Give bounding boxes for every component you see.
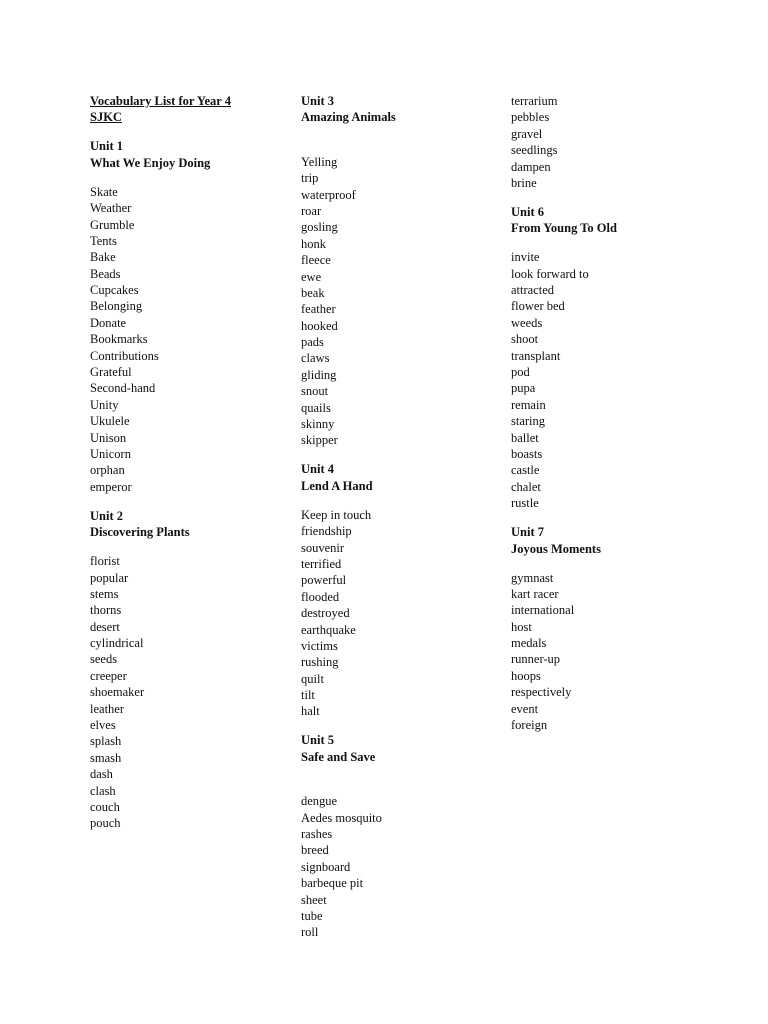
vocab-word: transplant bbox=[511, 348, 561, 363]
vocab-word: international bbox=[511, 603, 575, 618]
vocab-word: stems bbox=[90, 586, 119, 601]
vocab-word: weeds bbox=[511, 315, 543, 330]
vocab-word: hooked bbox=[301, 318, 338, 333]
vocab-word: rustle bbox=[511, 496, 539, 511]
vocab-word: kart racer bbox=[511, 586, 559, 601]
vocab-word: skipper bbox=[301, 433, 338, 448]
document-subtitle: SJKC bbox=[90, 110, 122, 125]
vocab-word: ballet bbox=[511, 430, 539, 445]
vocab-word: waterproof bbox=[301, 187, 356, 202]
vocab-word: event bbox=[511, 701, 539, 716]
vocab-word: souvenir bbox=[301, 540, 345, 555]
vocab-word: clash bbox=[90, 783, 116, 798]
unit-title: Discovering Plants bbox=[90, 525, 190, 540]
column-1 bbox=[90, 93, 290, 832]
unit-label: Unit 1 bbox=[90, 139, 123, 154]
document-title: Vocabulary List for Year 4 bbox=[90, 94, 231, 108]
vocab-word: Belonging bbox=[90, 299, 143, 314]
vocab-word: Donate bbox=[90, 315, 127, 330]
vocab-word: gravel bbox=[511, 126, 543, 141]
unit-4-section bbox=[301, 461, 501, 719]
unit-5-section bbox=[301, 732, 501, 940]
vocab-word: host bbox=[511, 619, 532, 634]
vocab-word: splash bbox=[90, 734, 122, 749]
unit-label: Unit 6 bbox=[511, 204, 544, 219]
vocab-word: hoops bbox=[511, 668, 541, 683]
vocab-word: Beads bbox=[90, 266, 121, 281]
vocab-word: attracted bbox=[511, 283, 555, 298]
vocab-word: powerful bbox=[301, 573, 347, 588]
vocab-word: claws bbox=[301, 351, 330, 366]
vocab-word: Grumble bbox=[90, 217, 135, 232]
vocab-word: gymnast bbox=[511, 570, 554, 585]
vocab-word: creeper bbox=[90, 668, 127, 683]
vocab-word: cylindrical bbox=[90, 636, 144, 651]
unit-title: Joyous Moments bbox=[511, 541, 601, 556]
unit-title: From Young To Old bbox=[511, 221, 617, 236]
vocab-word: pebbles bbox=[511, 110, 550, 125]
vocab-word: terrified bbox=[301, 556, 342, 571]
vocab-word: breed bbox=[301, 843, 329, 858]
vocab-word: flower bed bbox=[511, 299, 565, 314]
vocab-word: pupa bbox=[511, 381, 536, 396]
vocab-word: invite bbox=[511, 250, 540, 265]
unit-label: Unit 5 bbox=[301, 733, 334, 748]
vocab-word: feather bbox=[301, 302, 336, 317]
unit-5-continued bbox=[511, 93, 711, 191]
vocab-word: runner-up bbox=[511, 652, 561, 667]
vocab-word: Yelling bbox=[301, 154, 338, 169]
vocab-word: flooded bbox=[301, 589, 340, 604]
vocab-word: friendship bbox=[301, 524, 352, 539]
vocab-word: rashes bbox=[301, 827, 333, 842]
vocab-word: pod bbox=[511, 365, 530, 380]
vocab-word: fleece bbox=[301, 253, 331, 268]
vocab-word: skinny bbox=[301, 417, 335, 432]
vocab-word: Tents bbox=[90, 233, 117, 248]
vocab-word: florist bbox=[90, 554, 120, 569]
vocab-word: Second-hand bbox=[90, 381, 156, 396]
vocab-word: Keep in touch bbox=[301, 507, 372, 522]
vocab-word: dampen bbox=[511, 159, 551, 174]
vocab-word: beak bbox=[301, 285, 325, 300]
vocab-word: popular bbox=[90, 570, 129, 585]
vocab-word: desert bbox=[90, 619, 120, 634]
vocab-word: quilt bbox=[301, 671, 324, 686]
vocab-word: rushing bbox=[301, 655, 339, 670]
unit-label: Unit 7 bbox=[511, 525, 544, 540]
vocab-word: Bake bbox=[90, 250, 116, 265]
vocab-word: Unicorn bbox=[90, 447, 131, 461]
vocab-word: roar bbox=[301, 203, 322, 218]
vocab-word: Unison bbox=[90, 430, 127, 445]
vocab-word: snout bbox=[301, 384, 329, 399]
vocab-word: brine bbox=[511, 175, 537, 190]
vocab-word: smash bbox=[90, 750, 122, 765]
vocab-word: Skate bbox=[90, 184, 118, 199]
vocab-word: tube bbox=[301, 908, 323, 923]
unit-title: Safe and Save bbox=[301, 749, 376, 764]
vocab-word: staring bbox=[511, 414, 546, 429]
unit-7-section bbox=[511, 524, 711, 733]
unit-1-section bbox=[90, 138, 290, 495]
vocab-word: pads bbox=[301, 335, 324, 350]
vocab-word: halt bbox=[301, 704, 320, 719]
vocab-word: remain bbox=[511, 397, 546, 412]
vocab-word: Contributions bbox=[90, 348, 159, 363]
vocab-word: sheet bbox=[301, 892, 327, 907]
vocab-word: signboard bbox=[301, 859, 351, 874]
vocab-word: look forward to bbox=[511, 266, 589, 281]
vocab-word: victims bbox=[301, 638, 338, 653]
vocab-word: medals bbox=[511, 636, 547, 651]
vocab-word: Weather bbox=[90, 201, 132, 216]
vocab-word: tilt bbox=[301, 688, 315, 703]
unit-title: Lend A Hand bbox=[301, 478, 373, 493]
vocab-word: emperor bbox=[90, 479, 132, 494]
vocab-word: pouch bbox=[90, 816, 121, 831]
vocab-word: quails bbox=[301, 400, 331, 415]
vocab-word: earthquake bbox=[301, 622, 356, 637]
vocab-word: gliding bbox=[301, 367, 337, 382]
vocab-word: Aedes mosquito bbox=[301, 810, 382, 825]
unit-label: Unit 3 bbox=[301, 94, 334, 108]
vocab-word: barbeque pit bbox=[301, 876, 364, 891]
vocab-word: gosling bbox=[301, 220, 338, 235]
vocab-word: ewe bbox=[301, 269, 322, 284]
vocab-word: Unity bbox=[90, 397, 119, 412]
vocab-word: couch bbox=[90, 800, 120, 814]
vocab-word: roll bbox=[301, 925, 319, 940]
unit-6-section bbox=[511, 204, 711, 512]
vocab-word: shoemaker bbox=[90, 685, 145, 700]
vocab-word: castle bbox=[511, 463, 540, 478]
vocab-word: respectively bbox=[511, 685, 572, 700]
vocab-word: dengue bbox=[301, 794, 338, 809]
vocab-word: chalet bbox=[511, 479, 541, 494]
vocab-word: Bookmarks bbox=[90, 332, 148, 347]
vocab-word: seedlings bbox=[511, 143, 558, 158]
vocab-word: honk bbox=[301, 236, 326, 251]
vocab-word: foreign bbox=[511, 718, 548, 733]
vocab-word: Ukulele bbox=[90, 414, 130, 429]
vocab-word: Cupcakes bbox=[90, 283, 139, 298]
vocab-word: Grateful bbox=[90, 365, 132, 380]
vocab-word: orphan bbox=[90, 463, 125, 478]
vocab-word: boasts bbox=[511, 447, 543, 461]
unit-label: Unit 2 bbox=[90, 508, 123, 523]
column-2 bbox=[301, 93, 501, 941]
vocab-word: seeds bbox=[90, 652, 118, 667]
vocab-word: destroyed bbox=[301, 606, 350, 621]
vocab-word: elves bbox=[90, 718, 116, 733]
vocab-word: thorns bbox=[90, 603, 122, 618]
vocab-word: shoot bbox=[511, 332, 539, 347]
unit-title: Amazing Animals bbox=[301, 110, 396, 125]
unit-3-section bbox=[301, 93, 501, 449]
unit-label: Unit 4 bbox=[301, 462, 334, 477]
unit-2-section bbox=[90, 508, 290, 832]
vocab-word: dash bbox=[90, 767, 113, 782]
vocab-word: terrarium bbox=[511, 94, 558, 108]
unit-title: What We Enjoy Doing bbox=[90, 155, 211, 170]
column-3 bbox=[511, 93, 711, 733]
vocab-word: leather bbox=[90, 701, 125, 716]
vocab-word: trip bbox=[301, 171, 319, 186]
